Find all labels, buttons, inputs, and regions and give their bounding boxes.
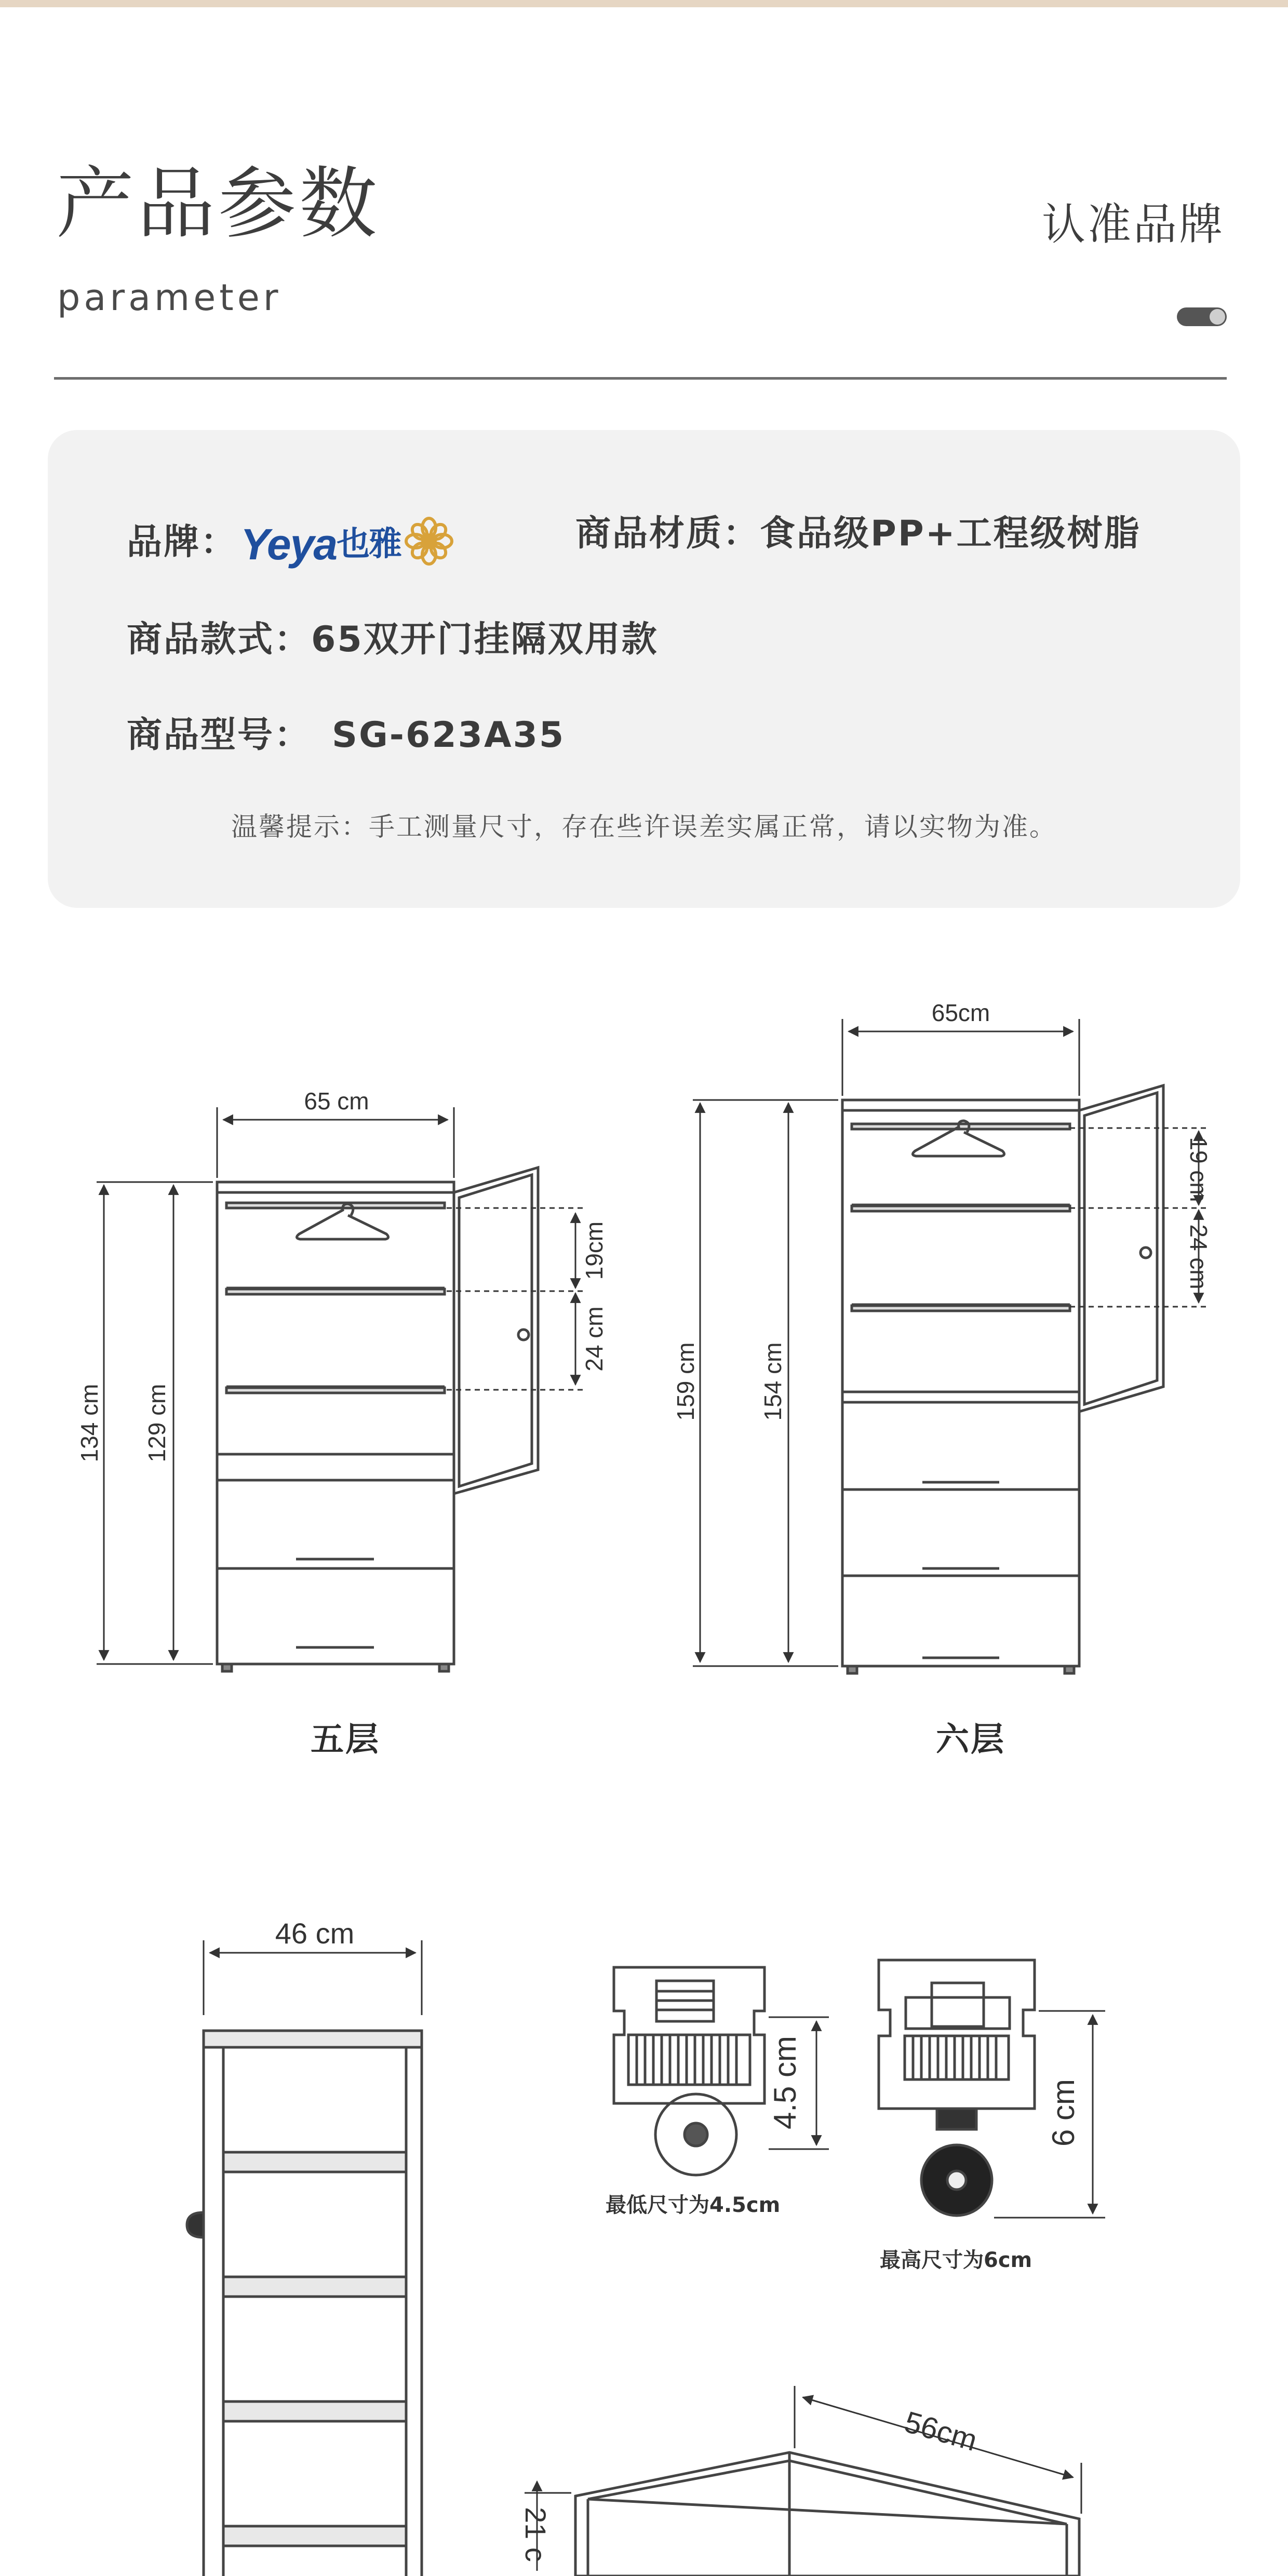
model-value: SG-623A35 [332, 715, 566, 756]
logo-text-en: Yeya [240, 520, 337, 569]
caster-high-caption: 最高尺寸为6cm [880, 2248, 1032, 2272]
side-view-dimensions [204, 1940, 422, 2015]
caster-high-height-label: 6 cm [1046, 2078, 1081, 2147]
model-label: 商品型号： [127, 715, 312, 756]
six-tier-upper-gap-label: 19 cm [1185, 1137, 1212, 1202]
page-subtitle: parameter [57, 276, 282, 319]
caster-low-height-label: 4.5 cm [768, 2035, 802, 2130]
five-tier-lower-gap-label: 24 cm [581, 1306, 608, 1372]
drawer-drawing [575, 2452, 1079, 2576]
style-value: 65双开门挂隔双用款 [311, 619, 659, 660]
six-tier-label: 六层 [936, 1721, 1005, 1759]
measurement-note: 温馨提示：手工测量尺寸，存在些许误差实属正常，请以实物为准。 [231, 812, 1057, 842]
side-view-depth-label: 46 cm [275, 1917, 355, 1950]
six-tier-total-height-label: 159 cm [672, 1342, 699, 1421]
style-label: 商品款式： [127, 619, 312, 660]
brand-label: 品牌： [127, 521, 238, 563]
five-tier-drawing [217, 1168, 538, 1671]
five-tier-label: 五层 [311, 1721, 380, 1759]
drawer-height-label: 21 c [519, 2507, 552, 2562]
material-label: 商品材质： [575, 513, 760, 554]
drawer-width-label: 56cm [901, 2405, 981, 2458]
five-tier-total-height-label: 134 cm [76, 1384, 103, 1463]
material-value: 食品级PP+工程级树脂 [760, 513, 1141, 554]
caster-low-caption: 最低尺寸为4.5cm [606, 2193, 781, 2217]
logo-text-cn: 也雅 [337, 525, 401, 564]
drawer-dimensions [525, 2386, 1081, 2571]
six-tier-width-label: 65cm [931, 999, 990, 1026]
five-tier-upper-gap-label: 19cm [581, 1221, 608, 1280]
side-view-drawing [187, 2031, 422, 2576]
five-tier-body-height-label: 129 cm [143, 1384, 170, 1463]
six-tier-lower-gap-label: 24 cm [1185, 1224, 1212, 1290]
caster-low-drawing [614, 1967, 764, 2175]
brand-slogan: 认准品牌 [1041, 199, 1225, 250]
six-tier-drawing [842, 1085, 1163, 1673]
caster-high-drawing [879, 1960, 1035, 2216]
page-title: 产品参数 [56, 159, 381, 249]
six-tier-body-height-label: 154 cm [759, 1342, 786, 1421]
five-tier-width-label: 65 cm [304, 1088, 369, 1115]
